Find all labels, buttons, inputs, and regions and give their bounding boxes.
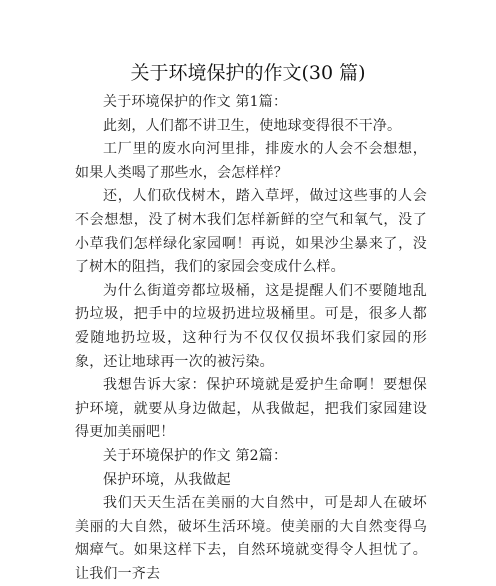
essay-heading-2: 关于环境保护的作文 第2篇： [103,447,288,464]
document-body [75,91,427,586]
essay-heading-1: 关于环境保护的作文 第1篇： [103,94,288,110]
paragraph-3: 还，人们砍伐树木，踏入草坪，做过这些事的人会不会想想，没了树木我们怎样新鲜的空气和氧气，没了小草我们怎样绿化家园啊！再说，如果沙尘暴来了，没了树木的阻挡，我们的家园会变成什么样。 [75,188,427,276]
paragraph-4: 为什么街道旁都垃圾桶，这是提醒人们不要随地乱扔垃圾，把手中的垃圾扔进垃圾桶里。可是，很多人都爱随地扔垃圾，这种行为不仅仅仅损坏我们家园的形象，还让地球再一次的被污染。 [75,282,427,370]
document-title: 关于环境保护的作文(30 篇) [130,62,366,84]
paragraph-1: 此刻，人们都不讲卫生，使地球变得很不干净。 [103,117,402,134]
paragraph-2: 工厂里的废水向河里排，排废水的人会不会想想，如果人类喝了那些水，会怎样样？ [75,141,427,181]
essay-subtitle: 保护环境，从我做起 [103,471,231,488]
paragraph-6: 我们天天生活在美丽的大自然中，可是却人在破坏美丽的大自然，破坏生活环境。使美丽的大自然变得乌烟瘴气。如果这样下去，自然环境就变得令人担忧了。让我们一齐去 [75,495,427,582]
paragraph-5: 我想告诉大家：保护环境就是爱护生命啊！要想保护环境，就要从身边做起，从我做起，把我们家园建设得更加美丽吧！ [75,377,427,441]
